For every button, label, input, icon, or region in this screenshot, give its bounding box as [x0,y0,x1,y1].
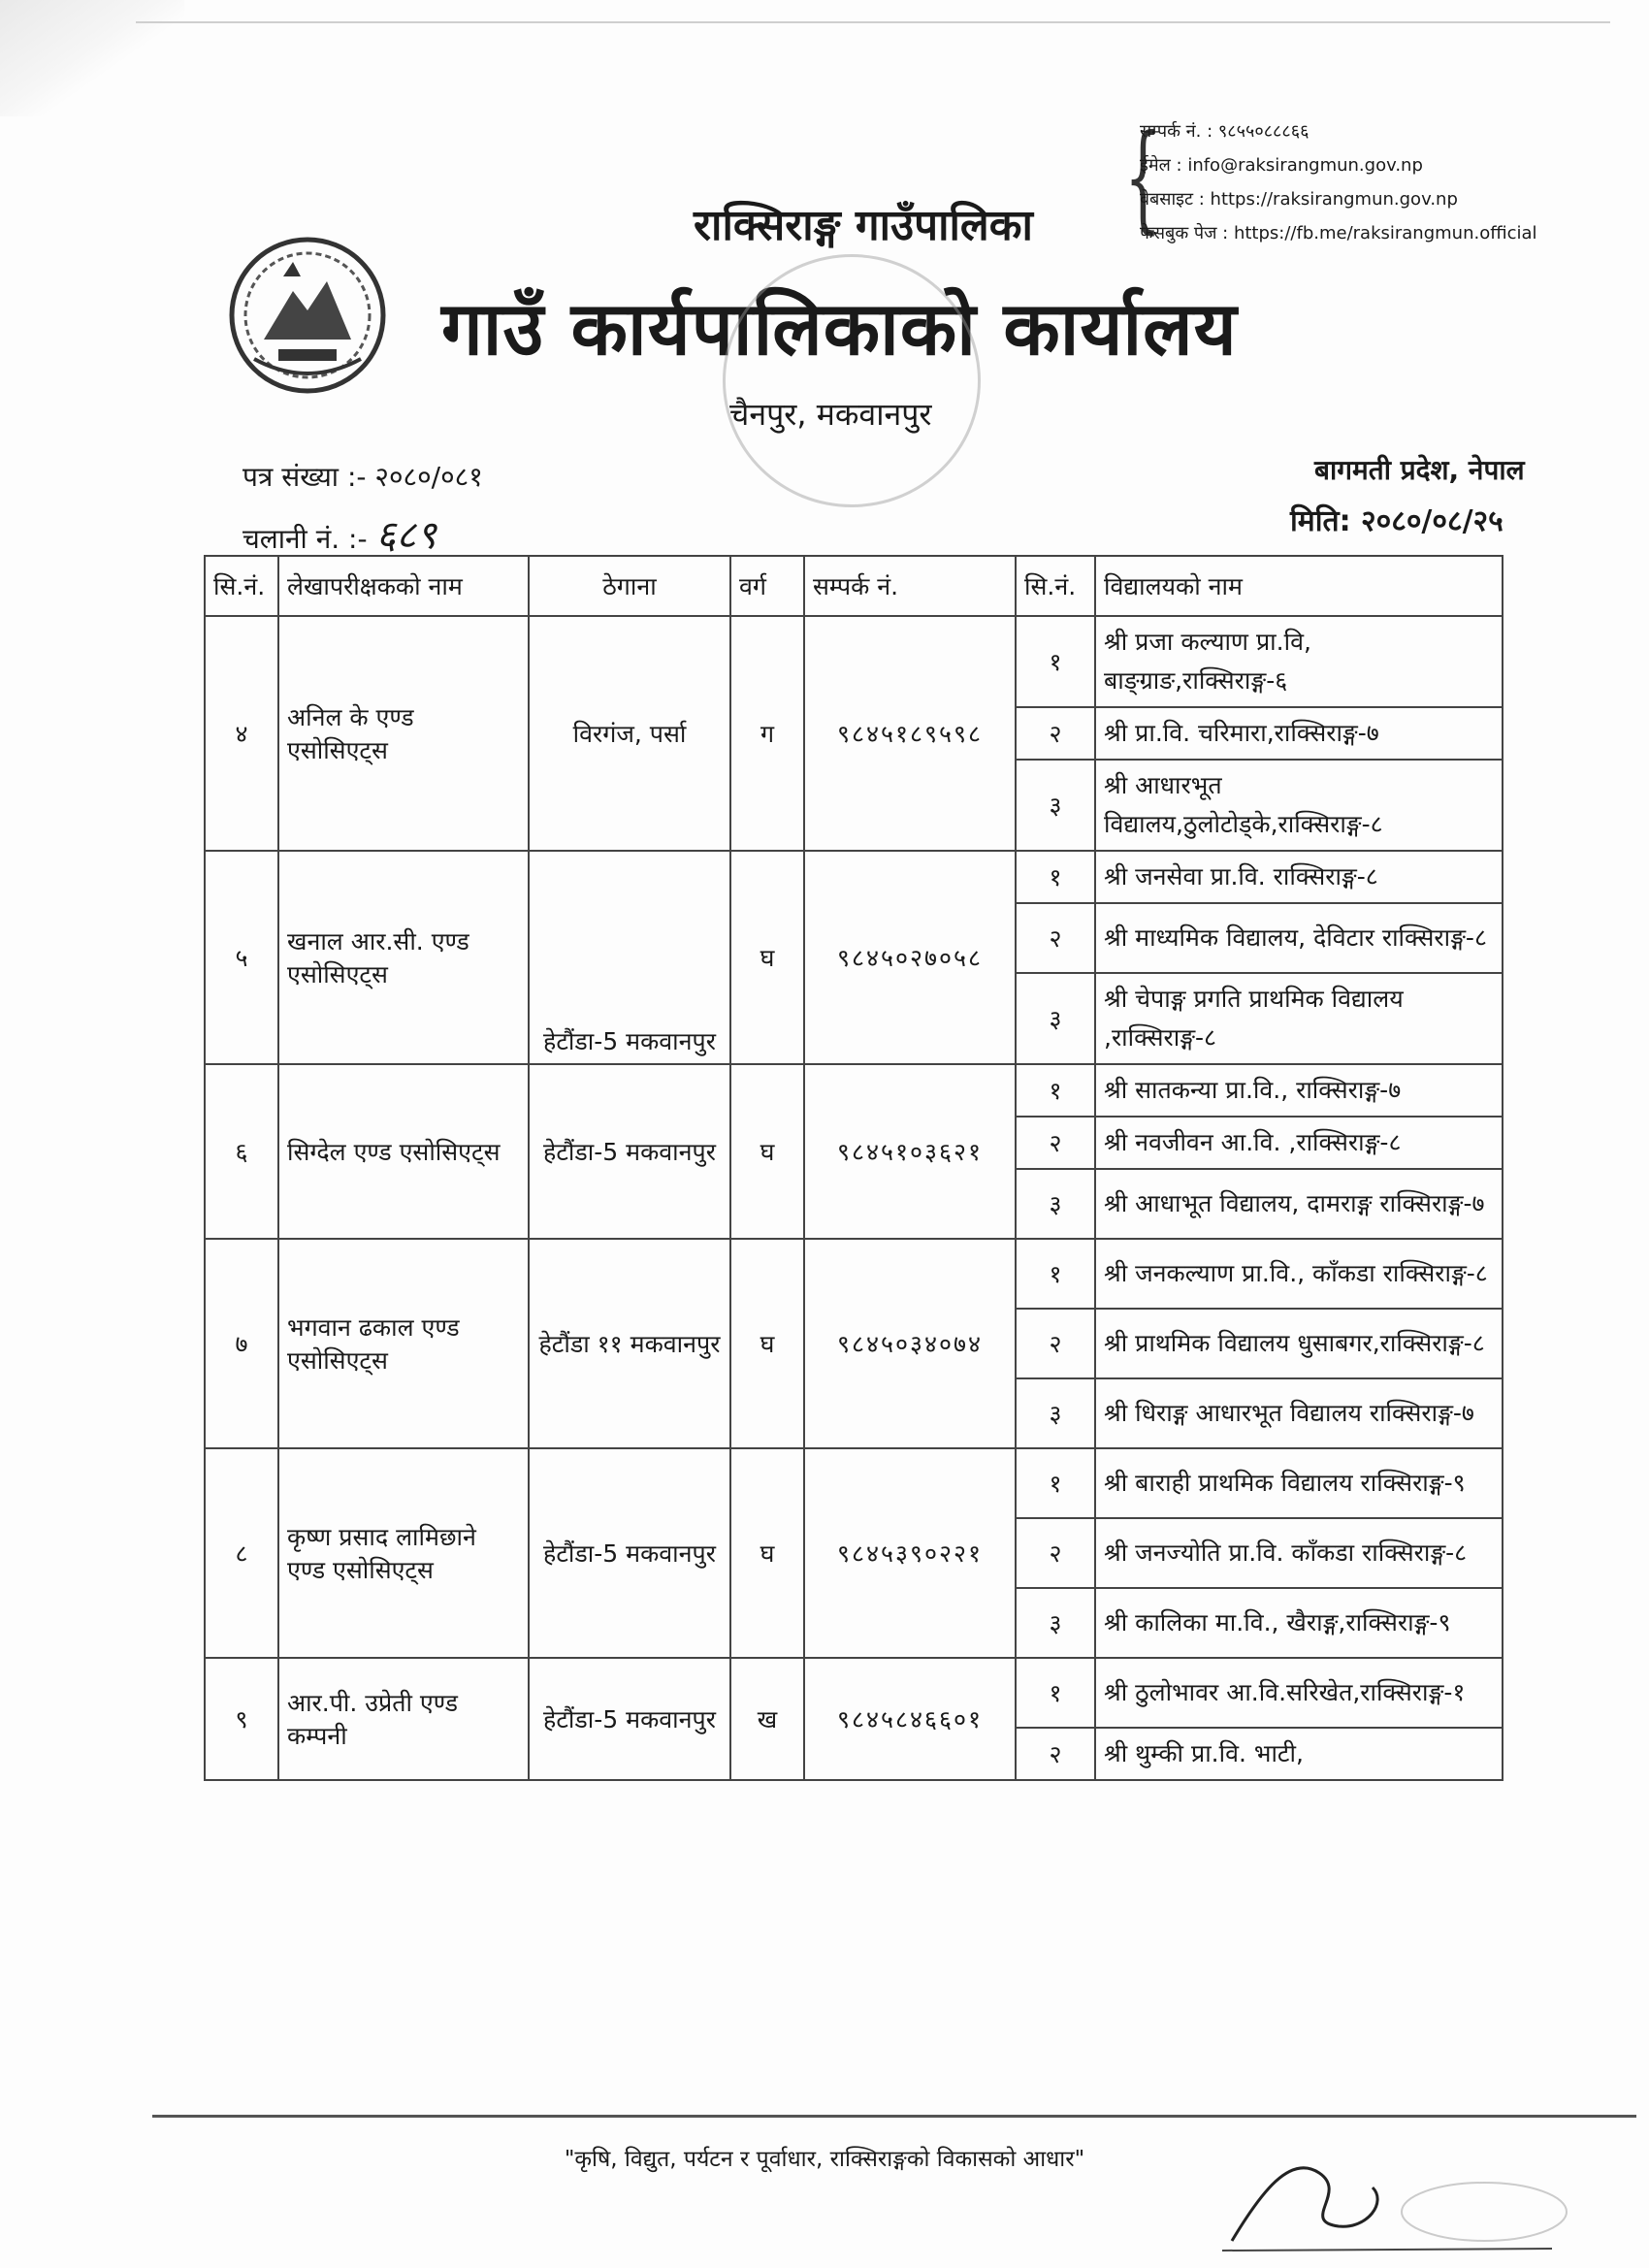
table-row [205,1064,1503,1117]
school-sn: १ [1016,1239,1095,1309]
school-name: श्री थुम्की प्रा.वि. भाटी, [1095,1728,1503,1780]
patra-sankhya: पत्र संख्या :- २०८०/०८१ [242,461,483,493]
auditor-category: घ [730,851,804,1064]
school-sn: २ [1016,1117,1095,1169]
auditor-table [204,555,1504,1781]
school-sn: १ [1016,1064,1095,1117]
contact-facebook: फेसबुक पेज : https://fb.me/raksirangmun.official [1140,223,1537,243]
nepal-emblem-icon [225,233,390,398]
school-name: श्री बाराही प्राथमिक विद्यालय राक्सिराङ्ग-९ [1095,1448,1503,1518]
school-name: श्री माध्यमिक विद्यालय, देविटार राक्सिराङ्ग-८ [1095,903,1503,973]
scan-top-edge [136,21,1610,23]
col-header-auditor-name: लेखापरीक्षकको नाम [278,556,529,616]
letter-date: मिति: २०८०/०८/२५ [1290,504,1504,538]
col-header-school-name: विद्यालयको नाम [1095,556,1503,616]
auditor-name: सिग्देल एण्ड एसोसिएट्स [278,1064,529,1239]
office-location: चैनपुर, मकवानपुर [729,396,932,433]
chalani-number [242,506,436,560]
auditor-name: कृष्ण प्रसाद लामिछाने एण्ड एसोसिएट्स [278,1448,529,1658]
auditor-name: आर.पी. उप्रेती एण्ड कम्पनी [278,1658,529,1780]
signature-icon [1203,2134,1571,2260]
auditor-phone: ९८४५८४६६०१ [804,1658,1016,1780]
school-name: श्री चेपाङ्ग प्रगति प्राथमिक विद्यालय ,राक्सिराङ्ग-८ [1095,973,1503,1064]
auditor-address: हेटौंडा-5 मकवानपुर [529,1448,730,1658]
auditor-address: हेटौंडा-5 मकवानपुर [529,1658,730,1780]
school-name: श्री प्रा.वि. चरिमारा,राक्सिराङ्ग-७ [1095,707,1503,760]
school-name: श्री प्राथमिक विद्यालय धुसाबगर,राक्सिराङ्ग-८ [1095,1309,1503,1378]
auditor-category: ग [730,616,804,851]
table-row [205,1658,1503,1728]
contact-website: वेबसाइट : https://raksirangmun.gov.np [1140,189,1458,210]
auditor-sn: ५ [205,851,278,1064]
page-fold-shadow [0,0,184,116]
school-sn: ३ [1016,973,1095,1064]
auditor-name: अनिल के एण्ड एसोसिएट्स [278,616,529,851]
auditor-phone: ९८४५१०३६२१ [804,1064,1016,1239]
auditor-category: घ [730,1064,804,1239]
auditor-address: विरगंज, पर्सा [529,616,730,851]
province-name: बागमती प्रदेश, नेपाल [1314,454,1525,486]
col-header-sn: सि.नं. [205,556,278,616]
school-name: श्री आधाभूत विद्यालय, दामराङ्ग राक्सिराङ्ग-७ [1095,1169,1503,1239]
col-header-category: वर्ग [730,556,804,616]
contact-phone: सम्पर्क नं. : ९८५५०८८८६६ [1140,121,1310,142]
school-sn: १ [1016,616,1095,707]
auditor-address: हेटौंडा ११ मकवानपुर [529,1239,730,1448]
school-sn: ३ [1016,1169,1095,1239]
table-row [205,851,1503,903]
table-row [205,1448,1503,1518]
school-sn: १ [1016,1658,1095,1728]
chalani-label: चलानी नं. :- [242,523,368,555]
auditor-name: खनाल आर.सी. एण्ड एसोसिएट्स [278,851,529,1064]
auditor-category: घ [730,1239,804,1448]
school-sn: २ [1016,1309,1095,1378]
contact-email: ईमेल : info@raksirangmun.gov.np [1140,155,1423,176]
table-row [205,1239,1503,1309]
footer-slogan: "कृषि, विद्युत, पर्यटन र पूर्वाधार, राक्सिराङ्गको विकासको आधार" [564,2147,1085,2172]
school-name: श्री कालिका मा.वि., खैराङ्ग,राक्सिराङ्ग-९ [1095,1588,1503,1658]
school-name: श्री आधारभूत विद्यालय,ठुलोटोड्के,राक्सिराङ्ग-८ [1095,760,1503,851]
auditor-phone: ९८४५१८९५९८ [804,616,1016,851]
school-name: श्री जनकल्याण प्रा.वि., काँकडा राक्सिराङ्ग-८ [1095,1239,1503,1309]
school-sn: २ [1016,903,1095,973]
school-sn: १ [1016,1448,1095,1518]
auditor-phone: ९८४५०२७०५८ [804,851,1016,1064]
school-sn: ३ [1016,760,1095,851]
auditor-sn: ९ [205,1658,278,1780]
school-name: श्री जनज्योति प्रा.वि. काँकडा राक्सिराङ्ग-८ [1095,1518,1503,1588]
school-sn: ३ [1016,1588,1095,1658]
col-header-contact: सम्पर्क नं. [804,556,1016,616]
col-header-address: ठेगाना [529,556,730,616]
office-stamp [723,254,981,507]
auditor-sn: ७ [205,1239,278,1448]
school-name: श्री ठुलोभावर आ.वि.सरिखेत,राक्सिराङ्ग-१ [1095,1658,1503,1728]
municipality-name: राक्सिराङ्ग गाउँपालिका [694,201,1033,250]
contact-brace: { [1124,111,1162,245]
footer-divider [152,2115,1636,2118]
school-sn: २ [1016,1728,1095,1780]
school-sn: २ [1016,1518,1095,1588]
school-name: श्री सातकन्या प्रा.वि., राक्सिराङ्ग-७ [1095,1064,1503,1117]
school-name: श्री प्रजा कल्याण प्रा.वि, बाङ्ग्राङ,राक्सिराङ्ग-६ [1095,616,1503,707]
auditor-name: भगवान ढकाल एण्ड एसोसिएट्स [278,1239,529,1448]
school-sn: २ [1016,707,1095,760]
auditor-address: हेटौंडा-5 मकवानपुर [529,851,730,1064]
col-header-school-sn: सि.नं. [1016,556,1095,616]
school-name: श्री धिराङ्ग आधारभूत विद्यालय राक्सिराङ्ग-७ [1095,1378,1503,1448]
auditor-category: घ [730,1448,804,1658]
auditor-category: ख [730,1658,804,1780]
auditor-address: हेटौंडा-5 मकवानपुर [529,1064,730,1239]
school-sn: १ [1016,851,1095,903]
auditor-sn: ४ [205,616,278,851]
auditor-sn: ८ [205,1448,278,1658]
chalani-value: ६८९ [375,513,436,558]
school-name: श्री नवजीवन आ.वि. ,राक्सिराङ्ग-८ [1095,1117,1503,1169]
auditor-sn: ६ [205,1064,278,1239]
auditor-phone: ९८४५०३४०७४ [804,1239,1016,1448]
table-header-row [205,556,1503,616]
table-row [205,616,1503,707]
auditor-phone: ९८४५३९०२२१ [804,1448,1016,1658]
office-title: गाउँ कार्यपालिकाको कार्यालय [441,285,1238,372]
school-name: श्री जनसेवा प्रा.वि. राक्सिराङ्ग-८ [1095,851,1503,903]
school-sn: ३ [1016,1378,1095,1448]
